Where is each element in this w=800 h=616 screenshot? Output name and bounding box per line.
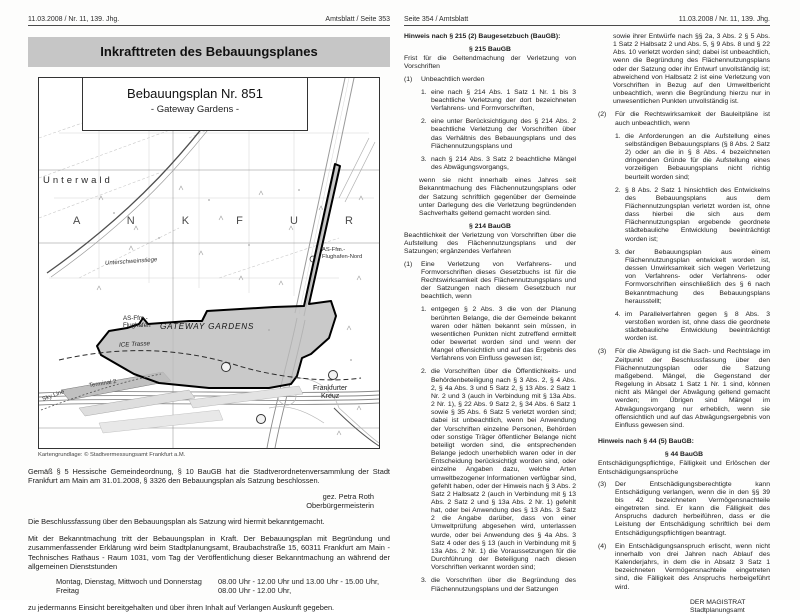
map-label-gateway-gardens: GATEWAY GARDENS — [160, 322, 255, 331]
list-item: 4. im Parallelverfahren gegen § 8 Abs. 3 verstoßen worden ist, ohne dass die geordnete städtebauliche Entwicklung beeinträchtigt worden ist. — [615, 310, 770, 343]
page-354 — [404, 16, 770, 616]
map-label-unterschweinstiege: Unterschweinstiege — [104, 257, 158, 267]
announcement-paragraph: Die Beschlussfassung über den Bebauungsplan als Satzung wird hiermit bekanntgemacht. — [28, 517, 325, 527]
header-page-number: Seite 354 / Amtsblatt — [404, 16, 469, 23]
map-label-frankfurter-kreuz: Frankfurter Kreuz — [313, 385, 348, 401]
paragraph-214-3: (3) Für die Abwägung ist die Sach- und Rechtslage im Zeitpunkt der Beschlussfassung über den Flächennutzungsplan oder die Satzung maßgebend. Mängel, die Gegenstand der Regelung in Absatz 1 Satz 1 Nr. 1 sind, können nicht als Mängel der Abwägung geltend gemacht werden; im Übrigen sind Mängel im Abwägungsvorgang nur erheblich, wenn sie offensichtlich und auf das Abwägungsergebnis von Einfluss gewesen sind. — [598, 348, 770, 429]
map — [38, 77, 380, 449]
map-plan-title: Bebauungsplan Nr. 851 — [127, 86, 263, 101]
list-item: 2. § 8 Abs. 2 Satz 1 hinsichtlich des Entwickelns des Bebauungsplans aus dem Flächennutzungsplan verletzt worden ist, ohne dass hierbei die sich aus dem Flächennutzungsplan ergebende geordnete städtebauliche Entwicklung beeinträchtigt worden ist; — [615, 186, 770, 243]
paragraph-215-1-tail: wenn sie nicht innerhalb eines Jahres seit Bekanntmachung des Flächennutzungsplans oder der Satzung schriftlich gegenüber der Gemeinde unter Darlegung des die Verletzung begründenden Sachverhalts geltend gemacht worden sind. — [419, 177, 576, 217]
law-215-title: § 215 BauGB — [469, 46, 511, 54]
column-2 — [598, 33, 770, 616]
list-item: 3. die Vorschriften über die Begründung des Flächennutzungsplans und der Satzungen — [421, 577, 576, 593]
signature-name: gez. Petra Roth — [322, 491, 374, 501]
map-label-terminal-2: Terminal 2 — [88, 378, 117, 390]
page-353 — [28, 16, 390, 613]
list-item: 1. die Anforderungen an die Aufstellung eines selbständigen Bebauungsplans (§ 8 Abs. 2 Satz 2) oder an die in § 8 Abs. 4 bezeichneten dringenden Gründe für die Aufstellung eines vorzeitigen Bebauungsplans nicht richtig beurteilt worden sind; — [615, 132, 770, 181]
page-353-header — [28, 16, 390, 26]
page-354-header — [404, 16, 770, 26]
office-hours-row: Freitag 08.00 Uhr - 12.00 Uhr, — [56, 586, 292, 596]
map-label-frankfurt-letters: A N K F U R — [73, 215, 375, 227]
paragraph-214-1-continuation: sowie ihrer Entwürfe nach §§ 2a, 3 Abs. 2 § 5 Abs. 1 Satz 2 Halbsatz 2 und Abs. 5, § 9 Abs. 8 und § 22 Abs. 10 verletzt worden sind; dabei ist unbeachtlich, wenn die Begründung des Flächennutzungsplans oder der Satzung oder ihr Entwurf unvollständig ist; abweichend von Halbsatz 2 ist eine Verletzung von Vorschriften in Bezug auf den Umweltbericht unbeachtlich, wenn die Begründung hierzu nur in unwesentlichen Punkten unvollständig ist. — [613, 33, 770, 106]
map-label-as-flughafen: AS-Ffm.- Flughafen — [123, 315, 151, 330]
resolution-paragraph: Gemäß § 5 Hessische Gemeindeordnung, § 10 BauGB hat die Stadtverordnetenversammlung der Stadt Frankfurt am Main am 31.01.2008, § 3326 den Bebauungsplan als Satzung beschlossen. — [28, 467, 390, 486]
magistrat-line: DER MAGISTRAT — [690, 598, 746, 606]
map-label-ice-trasse: ICE Trasse — [118, 340, 151, 349]
paragraph-214-1: (1) Eine Verletzung von Verfahrens- und Formvorschriften dieses Gesetzbuchs ist für die Rechtswirksamkeit des Flächennutzungsplans und der Satzungen nach diesem Gesetzbuch nur beachtlich, wenn — [404, 260, 576, 301]
law-215-subtitle: Frist für die Geltendmachung der Verletzung von Vorschriften — [404, 55, 576, 71]
map-label-sky-line: Sky Line — [41, 389, 66, 403]
paragraph-44-3: (3) Der Entschädigungsberechtigte kann Entschädigung verlangen, wenn die in den §§ 39 bis 42 bezeichneten Vermögensnachteile eingetreten sind. Er kann die Fälligkeit des Anspruchs dadurch herbeiführen, dass er die Leistung der Entschädigung schriftlich bei dem Entschädigungspflichtigen beantragt. — [598, 480, 770, 537]
column-1 — [404, 33, 576, 616]
law-44-subtitle: Entschädigungspflichtige, Fälligkeit und Erlöschen der Entschädigungsansprüche — [598, 460, 770, 476]
paragraph-44-4: (4) Ein Entschädigungsanspruch erlischt, wenn nicht innerhalb von drei Jahren nach Ablauf des Kalenderjahrs, in dem die in Absatz 3 Satz 1 bezeichneten Vermögensnachteile eingetreten sind, die Fälligkeit des Anspruchs herbeigeführt wird. — [598, 542, 770, 591]
law-214-subtitle: Beachtlichkeit der Verletzung von Vorschriften über die Aufstellung des Flächennutzungsplans und der Satzungen; ergänzendes Verfahren — [404, 232, 576, 256]
list-item: 1. eine nach § 214 Abs. 1 Satz 1 Nr. 1 bis 3 beachtliche Verletzung der dort bezeichneten Verfahrens- und Formvorschriften, — [421, 88, 576, 113]
signature-role: Oberbürgermeisterin — [306, 501, 374, 511]
office-hours — [56, 577, 390, 596]
map-label-as-flughafen-nord: AS-Ffm.- Flughafen-Nord — [322, 247, 363, 260]
list-item: 3. der Bebauungsplan aus einem Flächennutzungsplan entwickelt worden ist, dessen Unwirksamkeit sich wegen Verletzung von Verfahrens- oder Verfahrens- oder Formvorschriften einschließlich des § 6 nach Bekanntmachung des Bebauungsplans herausstellt; — [615, 248, 770, 305]
paragraph-215-1: (1) Unbeachtlich werden — [404, 75, 485, 83]
magistrat-signature — [690, 599, 770, 616]
map-label-unterwald: Unterwald — [43, 175, 113, 186]
map-plan-subtitle: - Gateway Gardens - — [150, 104, 240, 115]
list-item: 3. nach § 214 Abs. 3 Satz 2 beachtliche Mängel des Abwägungsvorgangs, — [421, 155, 576, 172]
law-214-title: § 214 BauGB — [469, 222, 511, 230]
two-column-text — [404, 33, 770, 616]
closing-paragraph: zu jedermanns Einsicht bereitgehalten und über ihren Inhalt auf Verlangen Auskunft gegeben. — [28, 603, 335, 613]
header-date: 11.03.2008 / Nr. 11, 139. Jhg. — [28, 16, 120, 23]
page-title: Inkrafttreten des Bebauungsplanes — [28, 37, 390, 67]
list-item: 1. entgegen § 2 Abs. 3 die von der Planung berührten Belange, die der Gemeinde bekannt waren oder hätten bekannt sein müssen, in wesentlichen Punkten nicht zutreffend ermittelt oder bewertet worden sind und wenn der Mangel offensichtlich und auf das Ergebnis des Verfahrens von Einfluss gewesen ist; — [421, 306, 576, 363]
notice-215-heading: Hinweis nach § 215 (2) Baugesetzbuch (BauGB): — [404, 33, 561, 40]
map-title-box — [82, 77, 308, 131]
notice-44-heading: Hinweis nach § 44 (5) BauGB: — [598, 438, 694, 446]
office-hours-row: Montag, Dienstag, Mittwoch und Donnerstag 08.00 Uhr - 12.00 Uhr und 13.00 Uhr - 15.00 Uhr, — [56, 576, 380, 586]
map-caption: Kartengrundlage: © Stadtvermessungsamt Frankfurt a.M. — [38, 452, 186, 458]
header-page-number: Amtsblatt / Seite 353 — [325, 16, 390, 23]
header-date: 11.03.2008 / Nr. 11, 139. Jhg. — [678, 16, 770, 23]
signature-block — [28, 492, 390, 511]
list-item: 2. die Vorschriften über die Öffentlichkeits- und Behördenbeteiligung nach § 3 Abs. 2, § 4 Abs. 2, § 4a Abs. 3 und 5 Satz 2, § 13 Abs. 2 Satz 1 Nr. 2 und 3 (auch in Verbindung mit § 13a Abs. 2 Nr. 1), § 22 Abs. 9 Satz 2, § 34 Abs. 6 Satz 1 sowie § 35 Abs. 6 Satz 5 verletzt worden sind; dabei ist unbeachtlich, wenn bei Anwendung der Vorschriften einzelne Personen, Behörden oder sonstige Träger öffentlicher Belange nicht beteiligt worden sind, die entsprechenden Belange jedoch unerheblich waren oder in der Entscheidung berücksichtigt worden sind, oder einzelne Angaben dazu, welche Arten umweltbezogener Informationen verfügbar sind, gefehlt haben, oder der Hinweis nach § 3 Abs. 2 Satz 2 Halbsatz 2 (auch in Verbindung mit § 13 Abs. 2 Satz 2 und § 13a Abs. 2 Nr. 1) gefehlt hat, oder bei Anwendung des § 13 Abs. 3 Satz 2 die Angabe darüber, dass von einer Umweltprüfung abgesehen wird, unterlassen wurde, oder bei Anwendung des § 4a Abs. 3 Satz 4 oder des § 13 (auch in Verbindung mit § 13a Abs. 2 Nr. 1) die Voraussetzungen für die Durchführung der Beteiligung nach diesen Vorschriften verkannt worden sind; — [421, 368, 576, 572]
inspection-paragraph: Mit der Bekanntmachung tritt der Bebauungsplan in Kraft. Der Bebauungsplan mit Begründung und zusammenfassender Erklärung wird beim Stadtplanungsamt, Braubachstraße 15, 60311 Frankfurt am Main - Technisches Rathaus - Raum 1031, vom Tag der Veröffentlichung dieser Bekanntmachung an während der allgemeinen Dienststunden — [28, 533, 390, 572]
list-item: 2. eine unter Berücksichtigung des § 214 Abs. 2 beachtliche Verletzung der Vorschriften über das Verhältnis des Bebauungsplans und des Flächennutzungsplans und — [421, 118, 576, 150]
magistrat-department: Stadtplanungsamt — [690, 607, 745, 615]
paragraph-214-2: (2) Für die Rechtswirksamkeit der Bauleitpläne ist auch unbeachtlich, wenn — [598, 111, 770, 127]
law-44-title: § 44 BauGB — [664, 451, 704, 459]
